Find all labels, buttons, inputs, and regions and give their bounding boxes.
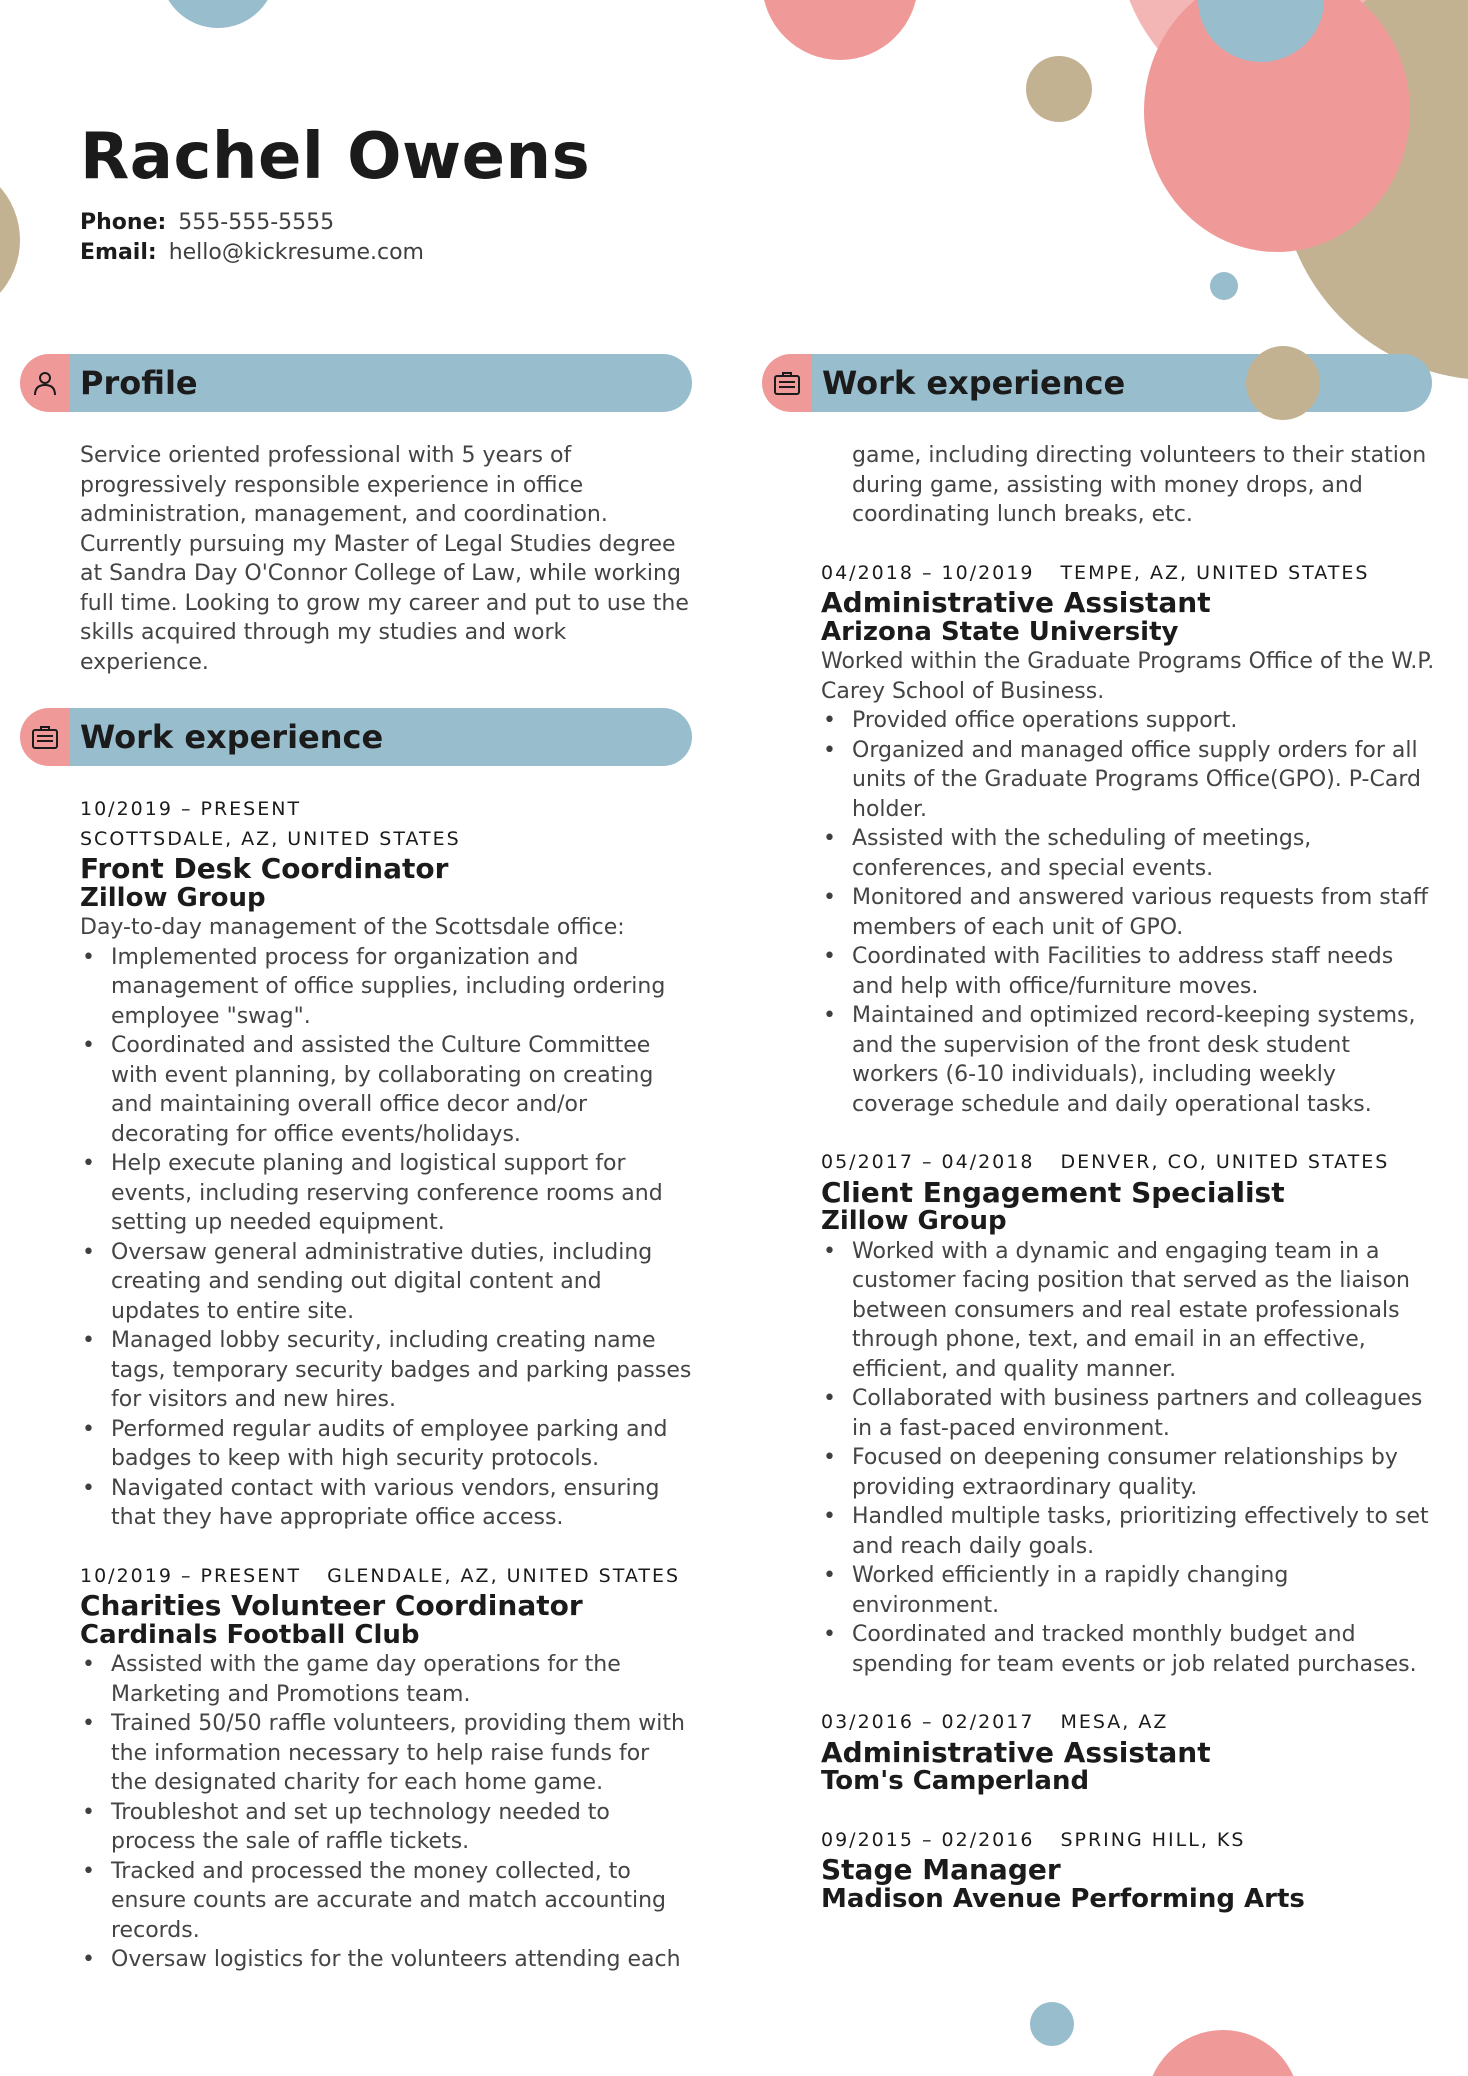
job-dates: 05/2017 – 04/2018	[821, 1151, 1035, 1173]
job-meta	[821, 1708, 1437, 1738]
bullet-item: • Troubleshot and set up technology needed to process the sale of raffle tickets.	[80, 1798, 692, 1857]
job-company: Madison Avenue Performing Arts	[821, 1883, 1305, 1914]
work-section-header	[20, 708, 692, 766]
contact-info	[80, 208, 590, 268]
job-company: Zillow Group	[80, 882, 266, 913]
job-meta	[821, 1826, 1437, 1856]
bullet-item: • Organized and managed office supply orders for all units of the Graduate Programs Office(GPO). P-Card holder.	[821, 736, 1437, 825]
briefcase-icon	[773, 370, 801, 396]
job-title: Front Desk Coordinator	[80, 852, 449, 885]
job-description: Worked within the Graduate Programs Office of the W.P. Carey School of Business.	[821, 649, 1435, 704]
decor-circle	[0, 160, 20, 320]
bullet-item: • Coordinated with Facilities to address staff needs and help with office/furniture moves.	[821, 942, 1437, 1001]
bullet-item: • Implemented process for organization and management of office supplies, including ordering employee "swag".	[80, 943, 692, 1032]
job-bullets	[80, 943, 692, 1533]
job-company: Tom's Camperland	[821, 1766, 1090, 1796]
job-description: Day-to-day management of the Scottsdale office:	[80, 915, 625, 940]
job-bullets	[821, 1237, 1437, 1680]
bullet-item: • Oversaw logistics for the volunteers attending each	[80, 1945, 692, 1975]
decor-circle	[1246, 346, 1320, 420]
bullet-item: • Coordinated and assisted the Culture Committee with event planning, by collaborating on creating and maintaining overall office decor and/or decorating for office events/holidays.	[80, 1031, 692, 1149]
decor-circle	[1210, 272, 1238, 300]
decor-circle	[1146, 2030, 1300, 2076]
bullet-item: • Help execute planing and logistical support for events, including reserving conference rooms and setting up needed equipment.	[80, 1149, 692, 1238]
bullet-item: • Worked with a dynamic and engaging team in a customer facing position that served as the liaison between consumers and real estate professionals through phone, text, and email in an effective, efficient, and quality manner.	[821, 1237, 1437, 1385]
decor-circle	[762, 0, 918, 60]
bullet-item: • Assisted with the game day operations for the Marketing and Promotions team.	[80, 1650, 692, 1709]
decor-circle	[1030, 2002, 1074, 2046]
job-location: DENVER, CO, UNITED STATES	[1060, 1151, 1390, 1173]
bullet-item: • Maintained and optimized record-keeping systems, and the supervision of the front desk student workers (6-10 individuals), including weekly coverage schedule and daily operational tasks.	[821, 1001, 1437, 1119]
job-company: Arizona State University	[821, 616, 1179, 647]
job-entry	[80, 795, 692, 1533]
work-section-header-continued	[762, 354, 1432, 412]
job-location: MESA, AZ	[1060, 1711, 1169, 1733]
job-title: Stage Manager	[821, 1853, 1061, 1886]
profile-summary: Service oriented professional with 5 years of progressively responsible experience in office administration, management, and coordination. Currently pursuing my Master of Legal Studies degree at Sandra Day O'Connor College of Law, while working full time. Looking to grow my career and put to use the skills acquired through my studies and work experience.	[80, 443, 689, 675]
job-entry	[821, 1148, 1437, 1679]
job-entry	[821, 559, 1437, 1120]
job-title: Client Engagement Specialist	[821, 1175, 1285, 1209]
job-entry	[821, 1826, 1437, 1915]
bullet-item: • Focused on deepening consumer relationships by providing extraordinary quality.	[821, 1443, 1437, 1502]
bullet-item: • Navigated contact with various vendors, ensuring that they have appropriate office access.	[80, 1474, 692, 1533]
job-dates: 10/2019 – PRESENT	[80, 1564, 302, 1587]
profile-section-title: Profile	[80, 364, 198, 402]
work-section-title: Work experience	[80, 718, 384, 756]
job-meta	[821, 559, 1437, 589]
email-label: Email:	[80, 240, 157, 265]
job-company: Cardinals Football Club	[80, 1619, 420, 1650]
job-entry	[80, 1562, 692, 1975]
bullet-item: • Oversaw general administrative duties, including creating and sending out digital content and updates to entire site.	[80, 1238, 692, 1327]
job-title: Administrative Assistant	[821, 1735, 1211, 1769]
job-title: Administrative Assistant	[821, 586, 1211, 619]
email-row	[80, 238, 590, 268]
job-title: Charities Volunteer Coordinator	[80, 1589, 583, 1622]
job-meta	[80, 1562, 692, 1592]
person-icon	[32, 370, 58, 396]
phone-row	[80, 208, 590, 238]
job-location: SPRING HILL, KS	[1060, 1828, 1246, 1851]
bullet-item: • Coordinated and tracked monthly budget and spending for team events or job related purchases.	[821, 1620, 1437, 1679]
bullet-item: • Handled multiple tasks, prioritizing effectively to set and reach daily goals.	[821, 1502, 1437, 1561]
job-location: TEMPE, AZ, UNITED STATES	[1060, 561, 1370, 584]
job-company: Zillow Group	[821, 1206, 1007, 1236]
job-location: GLENDALE, AZ, UNITED STATES	[327, 1564, 681, 1587]
bullet-item: • Assisted with the scheduling of meetings, conferences, and special events.	[821, 824, 1437, 883]
bullet-item: • Collaborated with business partners and colleagues in a fast-paced environment.	[821, 1384, 1437, 1443]
right-work-list	[821, 441, 1437, 1943]
bullet-item: • Managed lobby security, including creating name tags, temporary security badges and parking passes for visitors and new hires.	[80, 1326, 692, 1415]
bullet-item: • Performed regular audits of employee parking and badges to keep with high security protocols.	[80, 1415, 692, 1474]
job-dates: 10/2019 – PRESENT	[80, 798, 302, 820]
candidate-name: Rachel Owens	[80, 120, 591, 194]
bullet-item: • Monitored and answered various requests from staff members of each unit of GPO.	[821, 883, 1437, 942]
phone-label: Phone:	[80, 210, 167, 235]
profile-section-header	[20, 354, 692, 412]
bullet-item: • Tracked and processed the money collected, to ensure counts are accurate and match accounting records.	[80, 1857, 692, 1946]
job-continuation: game, including directing volunteers to their station during game, assisting with money drops, and coordinating lunch breaks, etc.	[852, 443, 1427, 527]
job-bullets	[821, 706, 1437, 1119]
decor-circle	[1026, 56, 1092, 122]
job-bullets	[80, 1650, 692, 1975]
decor-circle	[160, 0, 276, 28]
phone-value: 555-555-5555	[178, 210, 335, 235]
job-dates: 09/2015 – 02/2016	[821, 1828, 1035, 1851]
work-section-title: Work experience	[822, 364, 1126, 402]
job-meta	[821, 1148, 1437, 1178]
briefcase-icon	[31, 724, 59, 750]
bullet-item: • Trained 50/50 raffle volunteers, providing them with the information necessary to help raise funds for the designated charity for each home game.	[80, 1709, 692, 1798]
job-dates: 04/2018 – 10/2019	[821, 561, 1035, 584]
bullet-item: • Provided office operations support.	[821, 706, 1437, 736]
resume-header	[80, 112, 590, 268]
job-entry	[821, 1708, 1437, 1797]
email-value: hello@kickresume.com	[168, 240, 424, 265]
bullet-item: • Worked efficiently in a rapidly changing environment.	[821, 1561, 1437, 1620]
job-dates: 03/2016 – 02/2017	[821, 1711, 1035, 1733]
job-location: SCOTTSDALE, AZ, UNITED STATES	[80, 827, 461, 850]
left-work-list	[80, 795, 692, 2004]
